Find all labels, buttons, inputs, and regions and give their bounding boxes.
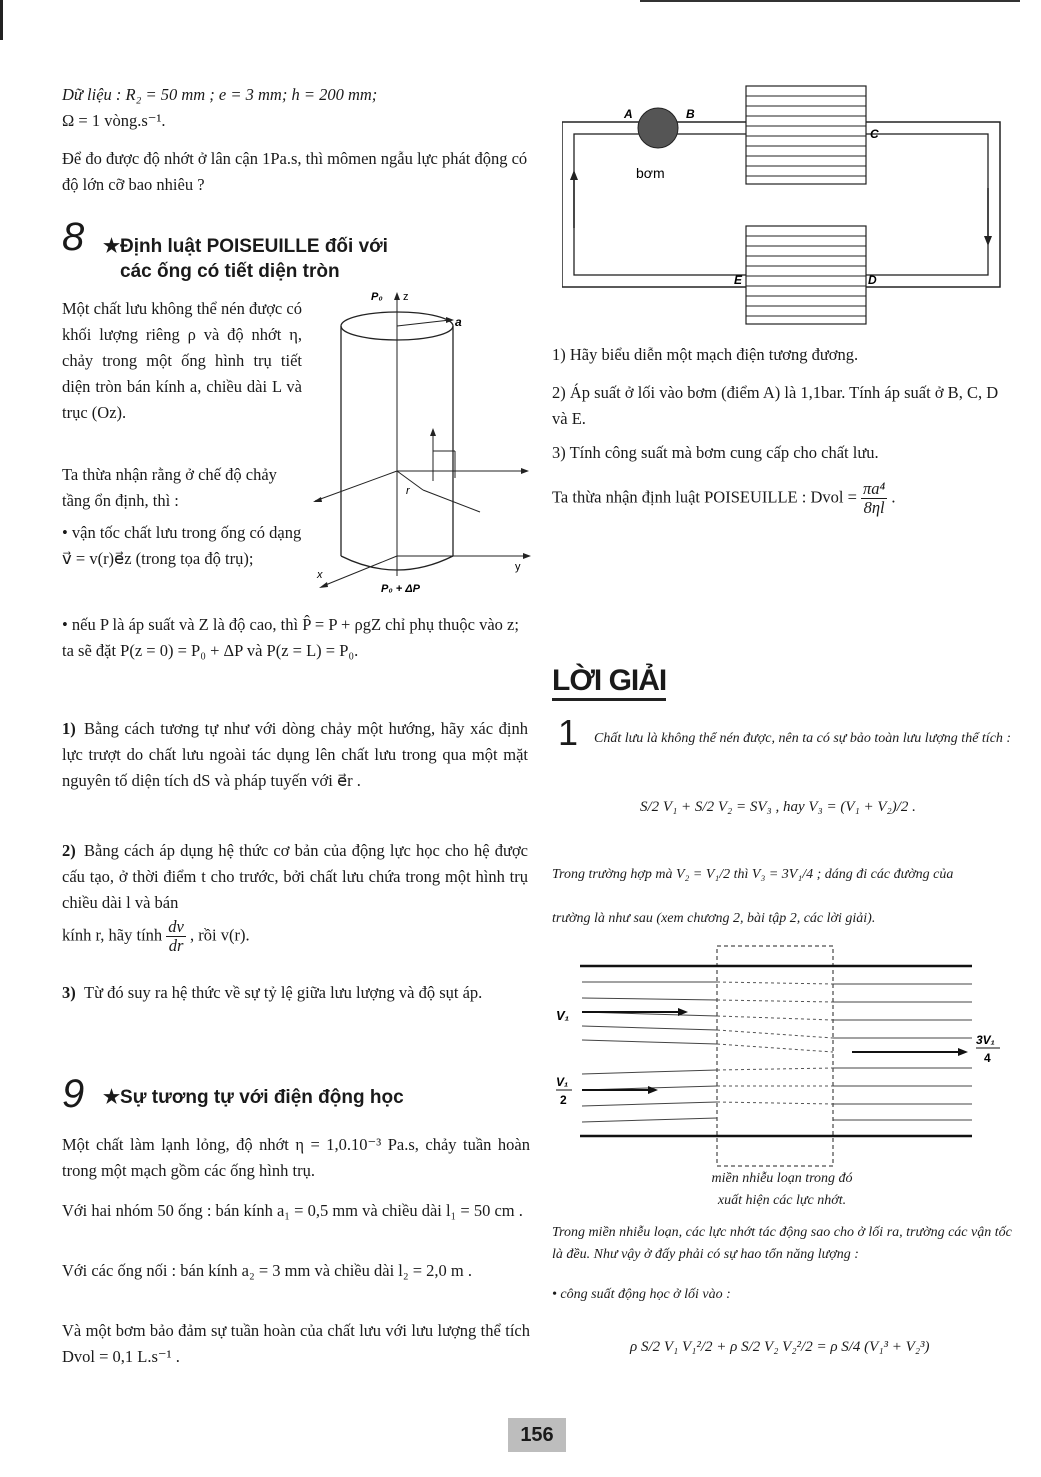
circuit-label-a: A: [624, 107, 633, 121]
section-9-p1: Một chất làm lạnh lỏng, độ nhớt η = 1,0.10⁻³ Pa.s, chảy tuần hoàn trong một mạch gồm các ống hình trụ.: [62, 1135, 530, 1180]
equation-2-text-2: trường là như sau (xem chương 2, bài tập 2, các lời giải).: [552, 911, 876, 926]
cyl-label-a: a: [455, 315, 462, 329]
circuit-label-d: D: [868, 273, 877, 287]
q2-number: 2): [62, 841, 76, 860]
flow-caption-2: xuất hiện các lực nhớt.: [717, 1193, 847, 1208]
section-9-title: ★Sự tương tự với điện động học: [103, 1087, 404, 1108]
poiseuille-law: Ta thừa nhận định luật POISEUILLE : Dvol = $\frac{\text{πa⁴}}{8\eta l}$ .: [552, 479, 896, 517]
circuit-label-b: B: [686, 107, 695, 121]
right-q2: 2) Áp suất ở lối vào bơm (điểm A) là 1,1bar. Tính áp suất ở B, C, D và E.: [552, 383, 999, 428]
poiseuille-pre: Ta thừa nhận định luật POISEUILLE : Dvol =: [552, 487, 857, 507]
cyl-label-r: r: [406, 485, 410, 497]
top-rule: [640, 0, 1020, 2]
q2b-pre: kính r, hãy tính: [62, 925, 163, 945]
solution-1-text: Chất lưu là không thể nén được, nên ta có sự bảo toàn lưu lượng thể tích :: [594, 731, 1012, 746]
flow-label-out-d: 4: [984, 1051, 991, 1065]
data-line-1: Dữ liệu : R₂ = 50 mm ; e = 3 mm; h = 200 mm;: [62, 85, 378, 104]
equation-1: S/2 V₁ + S/2 V₂ = SV₃ , hay V₃ = (V₁ + V₂)/2 .: [640, 799, 916, 815]
section-8-accept: Ta thừa nhận rằng ở chế độ chảy tầng ổn định, thì :: [62, 465, 277, 510]
cyl-label-y: y: [515, 561, 521, 573]
section-8-bullet-2: • nếu P là áp suất và Z là độ cao, thì P̂ = P + ρgZ chỉ phụ thuộc vào z; ta sẽ đặt P(z = 0) = P₀ + ΔP và P(z = L) = P₀.: [62, 615, 519, 660]
section-8-q2a: Bằng cách áp dụng hệ thức cơ bản của động lực học cho hệ được cấu tạo, ở thời điểm t cho trước, bởi chất lưu chứa trong một hình trụ chiều dài l và bán: [62, 841, 528, 912]
q2b-post: , rồi v(r).: [190, 925, 250, 945]
section-8-q3: Từ đó suy ra hệ thức về sự tỷ lệ giữa lưu lượng và độ sụt áp.: [84, 983, 483, 1002]
equation-3: ρ S/2 V₁ V₁²/2 + ρ S/2 V₂ V₂²/2 = ρ S/4 (V₁³ + V₂³): [630, 1339, 930, 1355]
circuit-figure: [562, 78, 1007, 328]
flow-label-out-n: 3V₁: [976, 1033, 995, 1047]
q1-number: 1): [62, 719, 76, 738]
section-9-p3: Với các ống nối : bán kính a₂ = 3 mm và chiều dài l₂ = 2,0 m .: [62, 1261, 473, 1280]
section-9-number: 9: [62, 1072, 85, 1116]
kinetic-power-bullet: • công suất động học ở lối vào :: [552, 1287, 731, 1302]
section-8-title-1: ★Định luật POISEUILLE đối với: [103, 236, 388, 257]
section-9-p2: Với hai nhóm 50 ống : bán kính a₁ = 0,5 mm và chiều dài l₁ = 50 cm .: [62, 1201, 523, 1220]
left-margin-bar: [0, 0, 3, 40]
section-8-title-2: các ống có tiết diện tròn: [120, 261, 340, 282]
flow-caption-1: miền nhiễu loạn trong đó: [711, 1171, 853, 1186]
section-8-number: 8: [62, 215, 85, 259]
data-line-2: Ω = 1 vòng.s⁻¹.: [62, 111, 166, 130]
circuit-label-e: E: [734, 273, 743, 287]
cyl-label-p0: P₀: [371, 291, 383, 303]
right-q3: 3) Tính công suất mà bơm cung cấp cho chất lưu.: [552, 443, 879, 462]
page-number: 156: [508, 1418, 566, 1452]
dv-numerator: dv: [168, 917, 184, 936]
after-figure-text: Trong miền nhiễu loạn, các lực nhớt tác động sao cho ở lối ra, trường các vận tốc là đều. Như vậy ở đấy phải có sự hao tổn năng lượng :: [552, 1225, 1012, 1262]
cyl-label-x: x: [317, 569, 323, 581]
q3-number: 3): [62, 983, 76, 1002]
poiseuille-num: πa⁴: [863, 479, 886, 498]
circuit-label-c: C: [870, 127, 879, 141]
section-9-p4: Và một bơm bảo đảm sự tuần hoàn của chất lưu với lưu lượng thể tích Dvol = 0,1 L.s⁻¹ .: [62, 1321, 530, 1366]
cylinder-figure: [305, 286, 540, 598]
flow-figure: [552, 940, 1012, 1170]
right-q1: 1) Hãy biểu diễn một mạch điện tương đương.: [552, 345, 859, 364]
flow-label-v1: V₁: [556, 1008, 570, 1023]
section-8-q1: Bằng cách tương tự như với dòng chảy một hướng, hãy xác định lực trượt do chất lưu ngoài tác dụng lên chất lưu trong qua một mặt nguyên tố diện tích dS và pháp tuyến với e⃗r .: [62, 719, 528, 790]
dr-denominator: dr: [168, 936, 184, 955]
section-8-intro: Một chất lưu không thể nén được có khối lượng riêng ρ và độ nhớt η, chảy trong một ống hình trụ tiết diện tròn bán kính a, chiều dài L và trục (Oz).: [62, 299, 302, 422]
cyl-label-z: z: [403, 291, 409, 303]
section-8-q2b: [62, 918, 528, 955]
flow-label-v1half-n: V₁: [556, 1075, 569, 1089]
question-text: Để đo được độ nhớt ở lân cận 1Pa.s, thì mômen ngẫu lực phát động có độ lớn cỡ bao nhiêu ?: [62, 149, 528, 194]
poiseuille-fraction: [861, 480, 887, 517]
solution-title: LỜI GIẢI: [552, 664, 666, 701]
poiseuille-den: 8ηl: [863, 498, 885, 517]
equation-2-text: Trong trường hợp mà V₂ = V₁/2 thì V₃ = 3V₁/4 ; dáng đi các đường của: [552, 867, 954, 882]
section-8-bullet-1: • vận tốc chất lưu trong ống có dạng v⃗ = v(r)e⃗z (trong tọa độ trụ);: [62, 523, 302, 568]
flow-label-v1half-d: 2: [560, 1093, 567, 1107]
circuit-label-pump: bơm: [636, 165, 665, 181]
dv-dr-fraction: [166, 918, 186, 955]
cyl-label-p0-dp: P₀ + ΔP: [381, 583, 420, 595]
solution-1-number: 1: [558, 712, 579, 753]
